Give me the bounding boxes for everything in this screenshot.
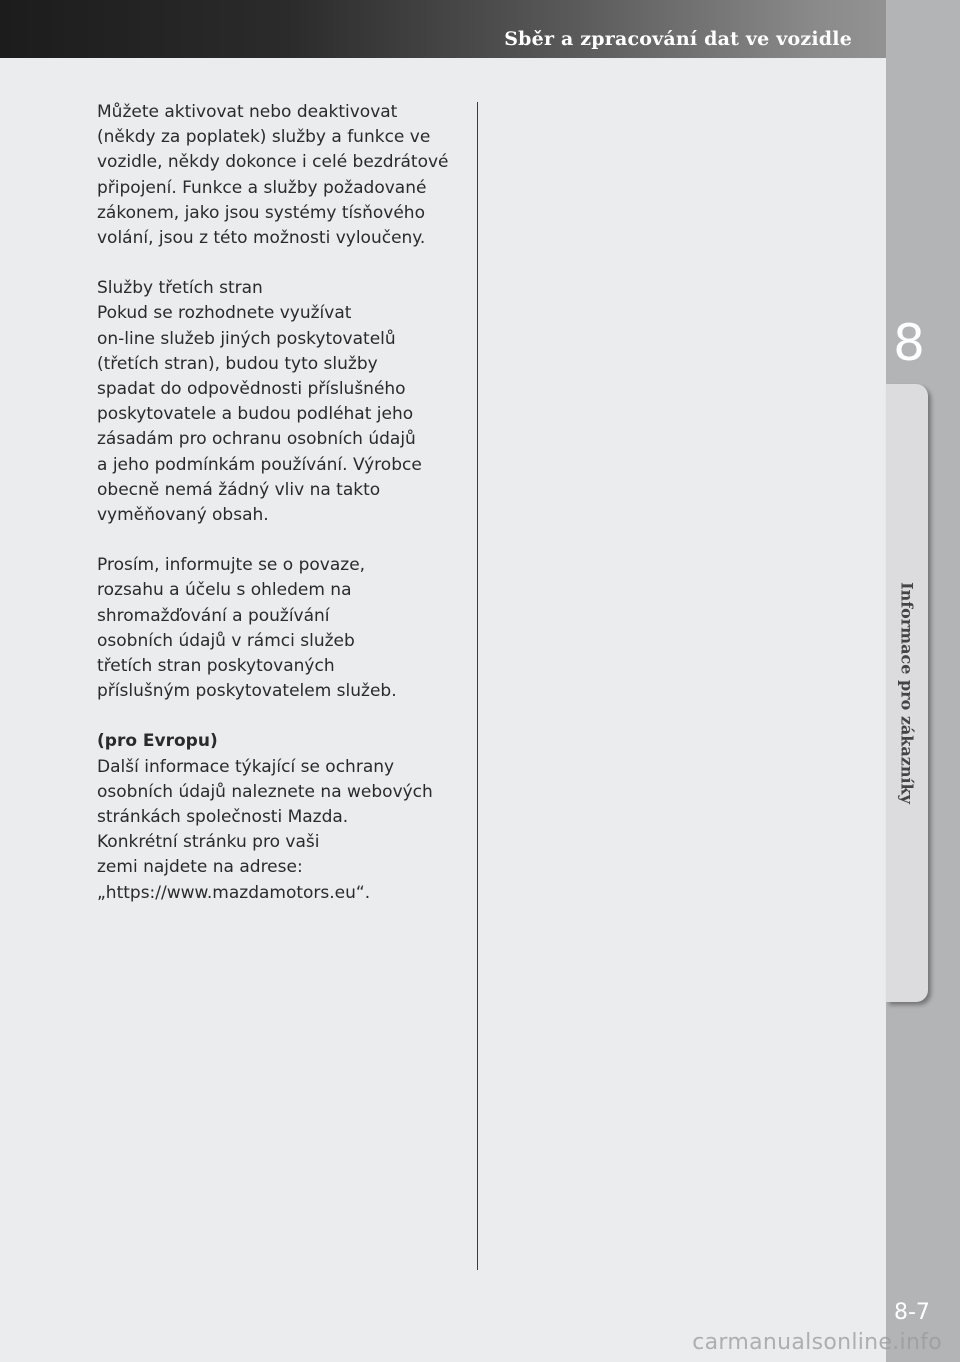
europe-heading: (pro Evropu) <box>97 731 218 752</box>
mazda-url-link[interactable]: „https://www.mazdamotors.eu“. <box>97 882 371 903</box>
paragraph-europe <box>97 729 469 905</box>
paragraph-services: Můžete aktivovat nebo deaktivovat (někdy za poplatek) služby a funkce ve vozidle, někdy dokonce i celé bezdrátové připojení. Funkce a služby požadované zákonem, jako jsou systémy tísňového volání, jsou z této možnosti vyloučeny. <box>97 102 449 249</box>
chapter-number: 8 <box>893 314 925 372</box>
paragraph-third-party: Služby třetích stran Pokud se rozhodnete využívat on-line služeb jiných poskytovatelů (třetích stran), budou tyto služby spadat do odpovědnosti příslušného poskytovatele a budou podléhat jeho zásadám pro ochranu osobních údajů a jeho podmínkám používání. Výrobce obecně nemá žádný vliv na takto vyměňovaný obsah. <box>97 278 422 526</box>
chapter-tab-label: Informace pro zákazníky <box>897 582 917 804</box>
section-title: Sběr a zpracování dat ve vozidle <box>504 28 852 50</box>
text-column <box>97 100 469 931</box>
watermark: carmanualsonline.info <box>692 1330 942 1355</box>
page-number: 8-7 <box>894 1300 930 1325</box>
column-divider <box>477 102 478 1270</box>
paragraph-inform: Prosím, informujte se o povaze, rozsahu a účelu s ohledem na shromažďování a používání osobních údajů v rámci služeb třetích stran poskytovaných příslušným poskytovatelem služeb. <box>97 555 397 702</box>
europe-body: Další informace týkající se ochrany osobních údajů naleznete na webových stránkách společnosti Mazda. Konkrétní stránku pro vaši zemi najdete na adrese: <box>97 756 433 878</box>
